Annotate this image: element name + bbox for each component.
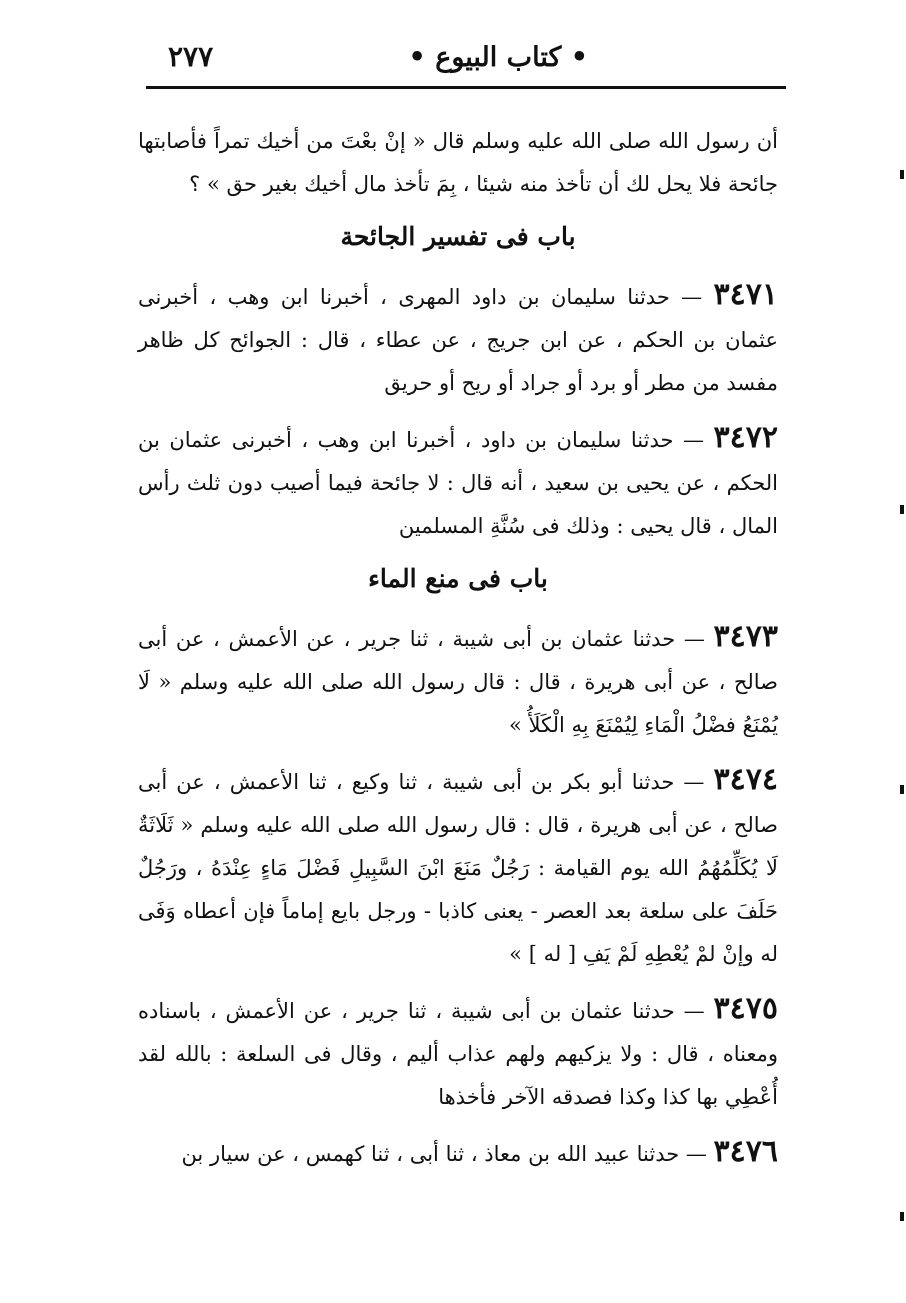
hadith-3474	[138, 758, 778, 976]
hadith-text: — حدثنا أبو بكر بن أبى شيبة ، ثنا وكيع ، ثنا الأعمش ، عن أبى صالح ، عن أبى هريرة ، قال : قال رسول الله صلى الله عليه وسلم « ثَلَاثَةٌ لَا يُكَلِّمُهُمُ الله يوم القيامة : رَجُلٌ مَنَعَ ابْنَ السَّبِيلِ فَضْلَ مَاءٍ عِنْدَهُ ، ورَجُلٌ حَلَفَ على سلعة بعد العصر - يعنى كاذبا - ورجل بايع إماماً فإن أعطاه وَفَى له وإنْ لمْ يُعْطِهِ لَمْ يَفِ [ له ] »	[138, 770, 778, 966]
hadith-3473	[138, 615, 778, 747]
hadith-number: ٣٤٧٢	[713, 420, 778, 455]
scan-edge-mark	[900, 785, 904, 794]
hadith-text: — حدثنا عبيد الله بن معاذ ، ثنا أبى ، ثنا كهمس ، عن سيار بن	[181, 1142, 714, 1166]
hadith-3475	[138, 987, 778, 1119]
page-number: ٢٧٧	[168, 40, 214, 73]
chapter-heading: باب فى تفسير الجائحة	[340, 222, 576, 251]
hadith-3472	[138, 416, 778, 548]
page-body	[138, 86, 778, 1176]
page-header	[138, 0, 778, 86]
running-title: • كتاب البيوع •	[408, 42, 588, 73]
hadith-number: ٣٤٧٦	[713, 1134, 778, 1169]
hadith-3476	[138, 1130, 778, 1176]
hadith-number: ٣٤٧٥	[713, 991, 778, 1026]
paragraph-text: أن رسول الله صلى الله عليه وسلم قال « إنْ بعْتَ من أخيك تمراً فأصابتها جائحة فلا يحل لك أن تأخذ منه شيئا ، بِمَ تأخذ مال أخيك بغير حق » ؟	[138, 129, 778, 196]
hadith-number: ٣٤٧١	[713, 277, 778, 312]
scan-edge-mark	[900, 170, 904, 179]
hadith-text: — حدثنا سليمان بن داود المهرى ، أخبرنا ابن وهب ، أخبرنى عثمان بن الحكم ، عن ابن جريج ، عن عطاء ، قال : الجوائح كل ظاهر مفسد من مطر أو برد أو جراد أو ريح أو حريق	[138, 285, 778, 395]
hadith-number: ٣٤٧٣	[713, 619, 778, 654]
paragraph-continuation	[138, 120, 778, 206]
header-rule	[146, 86, 786, 89]
scan-edge-mark	[900, 505, 904, 514]
hadith-text: — حدثنا عثمان بن أبى شيبة ، ثنا جرير ، عن الأعمش ، باسناده ومعناه ، قال : ولا يزكيهم ولهم عذاب أليم ، وقال فى السلعة : بالله لقد أُعْطِي بها كذا وكذا فصدقه الآخر فأخذها	[138, 999, 778, 1109]
hadith-number: ٣٤٧٤	[713, 762, 778, 797]
hadith-3471	[138, 273, 778, 405]
scan-edge-mark	[900, 1212, 904, 1221]
hadith-text: — حدثنا سليمان بن داود ، أخبرنا ابن وهب ، أخبرنى عثمان بن الحكم ، عن يحيى بن سعيد ، أنه قال : لا جائحة فيما أصيب دون ثلث رأس المال ، قال يحيى : وذلك فى سُنَّةِ المسلمين	[138, 428, 778, 538]
hadith-text: — حدثنا عثمان بن أبى شيبة ، ثنا جرير ، عن الأعمش ، عن أبى صالح ، عن أبى هريرة ، قال : قال رسول الله صلى الله عليه وسلم « لَا يُمْنَعُ فضْلُ الْمَاءِ لِيُمْنَعَ بِهِ الْكَلَأُ »	[138, 627, 778, 737]
chapter-heading: باب فى منع الماء	[368, 564, 548, 593]
